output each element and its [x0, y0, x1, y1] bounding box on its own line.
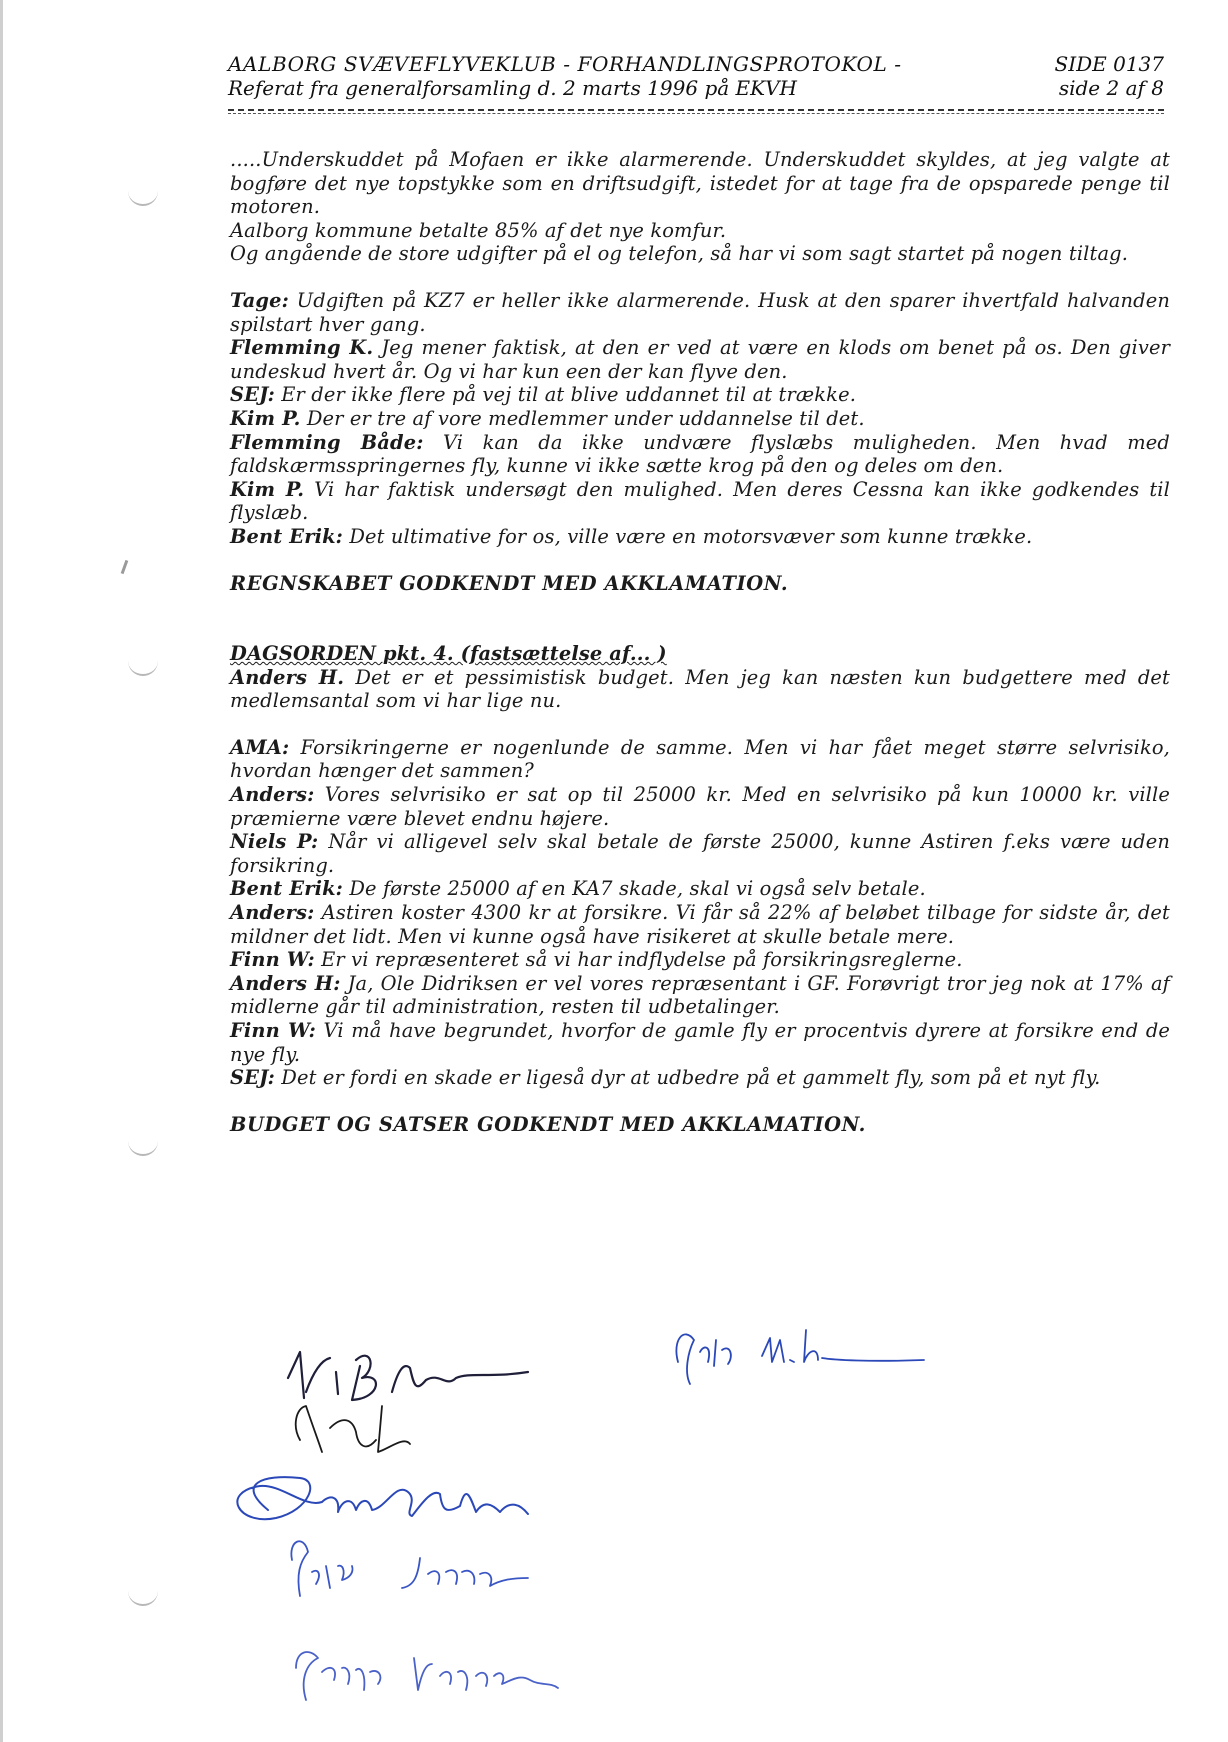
meeting-subtitle: Referat fra generalforsamling d. 2 marts 1996 på EKVH [228, 76, 797, 100]
punch-hole-mark [128, 660, 158, 676]
speaker-text: Ja, Ole Didriksen er vel vores repræsentant i GF. Forøvrigt tror jeg nok at 17% af midlerne går til administration, resten til udbetalinger. [230, 971, 1170, 1019]
speaker-name: Anders H: [230, 971, 341, 995]
signature-4 [237, 1477, 528, 1519]
speaker-name: Flemming Både: [230, 430, 424, 454]
speaker-text: Er der ikke flere på vej til at blive uddannet til at trække. [274, 383, 857, 407]
minutes-body [230, 148, 1170, 1136]
speaker-entry [230, 407, 1170, 431]
speaker-name: Bent Erik: [230, 877, 343, 901]
paragraph: .....Underskuddet på Mofaen er ikke alarmerende. Underskuddet skyldes, at jeg valgte at bogføre det nye topstykke som en driftsudgift, istedet for at tage fra de opsparede penge til motoren. [230, 148, 1170, 219]
speaker-text: Det er fordi en skade er ligeså dyr at udbedre på et gammelt fly, som på et nyt fly. [274, 1066, 1101, 1090]
speaker-entry [230, 383, 1170, 407]
speaker-entry [230, 901, 1170, 948]
agenda-heading: DAGSORDEN pkt. 4. (fastsættelse af... ) [230, 642, 667, 666]
speaker-entry [230, 830, 1170, 877]
speaker-text: Astiren koster 4300 kr at forsikre. Vi får så 22% af beløbet tilbage for sidste år, det mildner det lidt. Men vi kunne også have risikeret at skulle betale mere. [230, 901, 1170, 948]
speaker-name: SEJ: [230, 383, 275, 407]
page-edge [0, 0, 3, 1742]
discussion-section-insurance [230, 736, 1170, 1090]
speaker-text: Der er tre af vore medlemmer under uddannelse til det. [300, 406, 865, 430]
speaker-text: Vores selvrisiko er sat op til 25000 kr. Med en selvrisiko på kun 10000 kr. ville præmierne være blevet endnu højere. [230, 783, 1170, 830]
discussion-section-accounts [230, 289, 1170, 549]
club-title: AALBORG SVÆVEFLYVEKLUB - FORHANDLINGSPROTOKOL - [228, 52, 902, 76]
speaker-text: Vi må have begrundet, hvorfor de gamle fly er procentvis dyrere at forsikre end de nye fly. [230, 1019, 1171, 1066]
speaker-name: Anders H. [230, 665, 345, 689]
speaker-text: Det ultimative for os, ville være en motorsvæver som kunne trække. [343, 524, 1033, 548]
speaker-name: Tage: [230, 288, 289, 312]
speaker-entry [230, 336, 1170, 383]
punch-hole-mark [128, 190, 158, 206]
speaker-name: Bent Erik: [230, 524, 343, 548]
page-code: SIDE 0137 [1054, 52, 1164, 76]
accounts-approval: REGNSKABET GODKENDT MED AKKLAMATION. [230, 571, 789, 595]
page-number-block [1030, 52, 1164, 100]
budget-approval: BUDGET OG SATSER GODKENDT MED AKKLAMATION. [230, 1112, 867, 1136]
speaker-text: Jeg mener faktisk, at den er ved at være en klods om benet på os. Den giver undeskud hvert år. Og vi har kun een der kan flyve den. [230, 336, 1170, 383]
punch-hole-mark [128, 1140, 158, 1156]
speaker-name: SEJ: [230, 1066, 275, 1090]
punch-hole-mark [128, 1590, 158, 1606]
speaker-entry [230, 289, 1170, 336]
speaker-entry [230, 877, 1170, 901]
intro-section [230, 148, 1170, 266]
header-rule [228, 109, 1164, 111]
speaker-name: Anders: [230, 901, 315, 925]
speaker-entry [230, 783, 1170, 830]
speaker-name: Kim P. [230, 477, 305, 501]
discussion-section-budget [230, 666, 1170, 713]
header-rule-secondary [228, 113, 1164, 114]
speaker-text: Udgiften på KZ7 er heller ikke alarmerende. Husk at den sparer ihvertfald halvanden spilstart hver gang. [230, 288, 1170, 336]
speaker-text: Vi kan da ikke undvære flyslæbs muligheden. Men hvad med faldskærmsspringernes fly, kunne vi ikke sætte krog på den og deles om den. [230, 430, 1170, 478]
speaker-text: Når vi alligevel selv skal betale de første 25000, kunne Astiren f.eks være uden forsikring. [230, 830, 1170, 877]
signature-6 [296, 1652, 558, 1700]
signature-2 [676, 1330, 924, 1384]
speaker-entry [230, 948, 1170, 972]
speaker-entry [230, 736, 1170, 783]
speaker-name: Anders: [230, 783, 315, 807]
signature-3 [296, 1406, 410, 1452]
page-header [228, 52, 902, 100]
scan-speck [121, 560, 129, 574]
signature-5 [291, 1541, 528, 1596]
paragraph: Aalborg kommune betalte 85% af det nye komfur. [230, 218, 727, 242]
speaker-entry [230, 431, 1170, 478]
signature-1 [288, 1352, 528, 1400]
speaker-text: Vi har faktisk undersøgt den mulighed. Men deres Cessna kan ikke godkendes til flyslæb. [230, 477, 1170, 525]
speaker-entry [230, 478, 1170, 525]
speaker-entry [230, 972, 1170, 1019]
speaker-text: Det er et pessimistisk budget. Men jeg kan næsten kun budgettere med det medlemsantal som vi har lige nu. [230, 665, 1170, 713]
speaker-name: Niels P: [230, 830, 319, 854]
speaker-name: Flemming K. [230, 336, 374, 360]
speaker-name: Finn W: [230, 948, 315, 972]
paragraph: Og angående de store udgifter på el og telefon, så har vi som sagt startet på nogen tiltag. [230, 242, 1129, 266]
speaker-text: Er vi repræsenteret så vi har indflydelse på forsikringsreglerne. [314, 948, 963, 972]
speaker-name: Finn W: [230, 1019, 316, 1042]
speaker-entry [230, 666, 1170, 713]
speaker-name: AMA: [230, 735, 290, 759]
speaker-text: De første 25000 af en KA7 skade, skal vi også selv betale. [343, 877, 926, 901]
page-of: side 2 af 8 [1058, 76, 1164, 100]
speaker-text: Forsikringerne er nogenlunde de samme. Men vi har fået meget større selvrisiko, hvordan hænger det sammen? [230, 735, 1170, 783]
speaker-entry [230, 525, 1170, 549]
speaker-entry [230, 1019, 1170, 1066]
speaker-name: Kim P. [230, 406, 301, 430]
speaker-entry [230, 1066, 1170, 1090]
